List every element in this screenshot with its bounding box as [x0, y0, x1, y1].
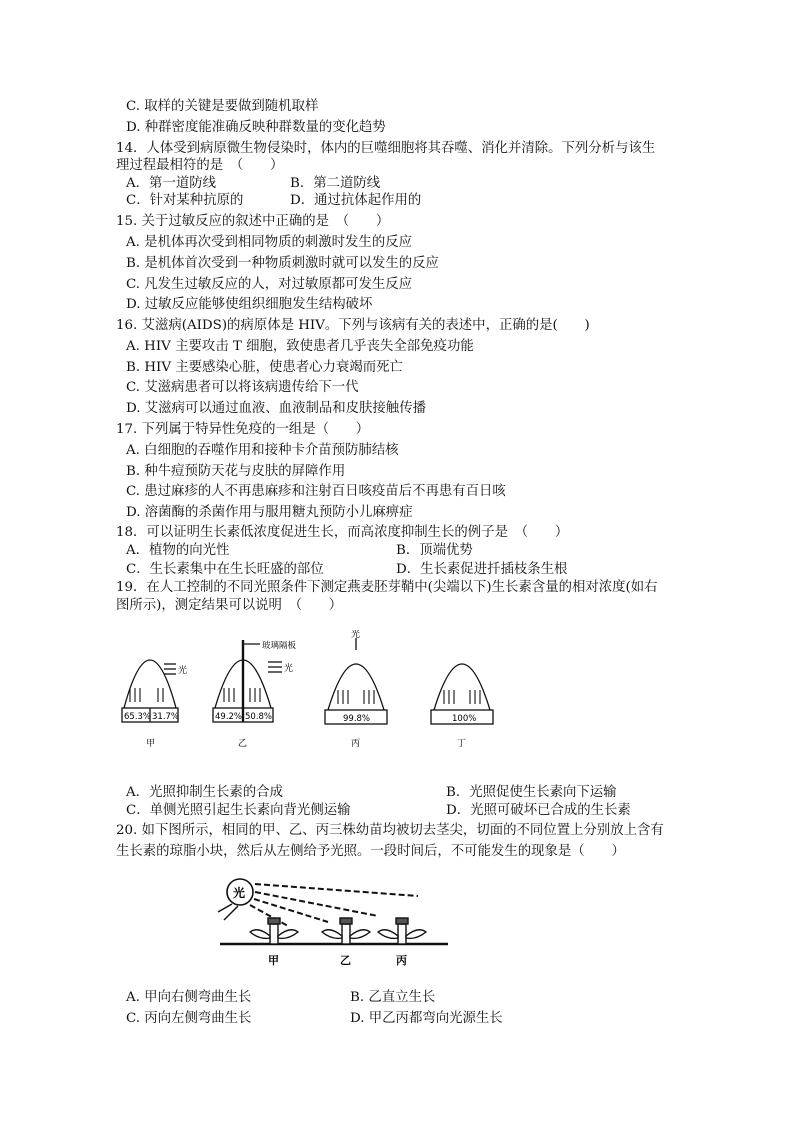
question-15-option-a: A. 是机体再次受到相同物质的刺激时发生的反应 [126, 235, 412, 250]
sun-label: 光 [233, 886, 246, 900]
question-15-stem: 15. 关于过敏反应的叙述中正确的是 （ ） [116, 214, 390, 229]
seedling-label-jia: 甲 [268, 954, 279, 967]
question-19-option-b: B．光照促使生长素向下运输 [446, 785, 617, 800]
question-17-option-d: D. 溶菌酶的杀菌作用与服用糖丸预防小儿麻痹症 [126, 505, 413, 520]
glass-partition-label: 玻璃隔板 [262, 641, 297, 651]
caption-ding: 丁 [457, 739, 467, 749]
question-14-option-c: C．针对某种抗原的 [126, 193, 244, 208]
seedling-label-yi: 乙 [340, 954, 351, 967]
question-17-option-b: B. 种牛痘预防天花与皮肤的屏障作用 [126, 464, 346, 479]
light-label-bing: 光 [351, 630, 361, 640]
option-line: C. 取样的关键是要做到随机取样 [126, 99, 319, 114]
value-yi-left: 49.2% [215, 712, 243, 722]
question-17-option-a: A. 白细胞的吞噬作用和接种卡介苗预防肺结核 [126, 443, 399, 458]
value-bing: 99.8% [343, 714, 371, 724]
question-19-stem-cont: 图所示)，测定结果可以说明 （ ） [116, 598, 343, 613]
figure-coleoptile-auxin [110, 630, 530, 760]
question-20-option-a: A. 甲向右侧弯曲生长 [126, 990, 252, 1005]
question-16-option-d: D. 艾滋病可以通过血液、血液制品和皮肤接触传播 [126, 401, 426, 416]
question-15-option-c: C. 凡发生过敏反应的人，对过敏原都可发生反应 [126, 277, 413, 292]
question-14-stem: 14．人体受到病原微生物侵染时，体内的巨噬细胞将其吞噬、消化并清除。下列分析与该生 [116, 141, 656, 156]
question-18-option-a: A．植物的向光性 [126, 543, 230, 558]
question-14-stem-cont: 理过程最相符的是 （ ） [116, 158, 284, 173]
question-20-option-c: C. 丙向左侧弯曲生长 [126, 1011, 252, 1026]
question-18-option-c: C．生长素集中在生长旺盛的部位 [126, 562, 324, 577]
figure-seedlings-light [208, 874, 458, 980]
seedling-label-bing: 丙 [396, 954, 407, 967]
question-18-stem: 18．可以证明生长素低浓度促进生长，而高浓度抑制生长的例子是 （ ） [116, 525, 569, 540]
light-label-yi: 光 [284, 664, 294, 674]
question-14-option-a: A．第一道防线 [126, 176, 217, 191]
question-19-stem: 19．在人工控制的不同光照条件下测定燕麦胚芽鞘中(尖端以下)生长素含量的相对浓度(如右 [116, 580, 658, 595]
value-yi-right: 50.8% [245, 712, 273, 722]
question-20-stem: 20. 如下图所示，相同的甲、乙、丙三株幼苗均被切去茎尖，切面的不同位置上分别放上含有 [116, 823, 664, 838]
option-line: D. 种群密度能准确反映种群数量的变化趋势 [126, 120, 386, 135]
question-19-option-a: A．光照抑制生长素的合成 [126, 785, 283, 800]
question-17-stem: 17. 下列属于特异性免疫的一组是（ ） [116, 422, 370, 437]
question-20-stem-cont: 生长素的琼脂小块，然后从左侧给予光照。一段时间后，不可能发生的现象是（ ） [116, 844, 625, 859]
question-16-option-a: A. HIV 主要攻击 T 细胞，致使患者几乎丧失全部免疫功能 [126, 339, 474, 354]
question-14-option-d: D．通过抗体起作用的 [290, 193, 422, 208]
value-ding: 100% [452, 714, 477, 724]
question-15-option-d: D. 过敏反应能够使组织细胞发生结构破坏 [126, 297, 373, 312]
caption-jia: 甲 [146, 739, 156, 749]
question-16-stem: 16. 艾滋病(AIDS)的病原体是 HIV。下列与该病有关的表述中，正确的是( ) [116, 318, 590, 333]
question-18-option-b: B．顶端优势 [396, 543, 473, 558]
question-20-option-d: D. 甲乙丙都弯向光源生长 [350, 1011, 503, 1026]
question-16-option-c: C. 艾滋病患者可以将该病遗传给下一代 [126, 380, 359, 395]
question-20-option-b: B. 乙直立生长 [350, 990, 436, 1005]
question-16-option-b: B. HIV 主要感染心脏，使患者心力衰竭而死亡 [126, 360, 403, 375]
caption-yi: 乙 [238, 739, 248, 749]
question-19-option-d: D．光照可破坏已合成的生长素 [446, 803, 631, 818]
value-jia-right: 31.7% [152, 712, 180, 722]
question-17-option-c: C. 患过麻疹的人不再患麻疹和注射百日咳疫苗后不再患有百日咳 [126, 484, 506, 499]
question-18-option-d: D．生长素促进扦插枝条生根 [396, 562, 568, 577]
question-14-option-b: B．第二道防线 [290, 176, 381, 191]
question-15-option-b: B. 是机体首次受到一种物质刺激时就可以发生的反应 [126, 256, 439, 271]
question-19-option-c: C．单侧光照引起生长素向背光侧运输 [126, 803, 351, 818]
caption-bing: 丙 [351, 739, 361, 749]
light-label-jia: 光 [178, 666, 188, 676]
value-jia-left: 65.3% [124, 712, 152, 722]
